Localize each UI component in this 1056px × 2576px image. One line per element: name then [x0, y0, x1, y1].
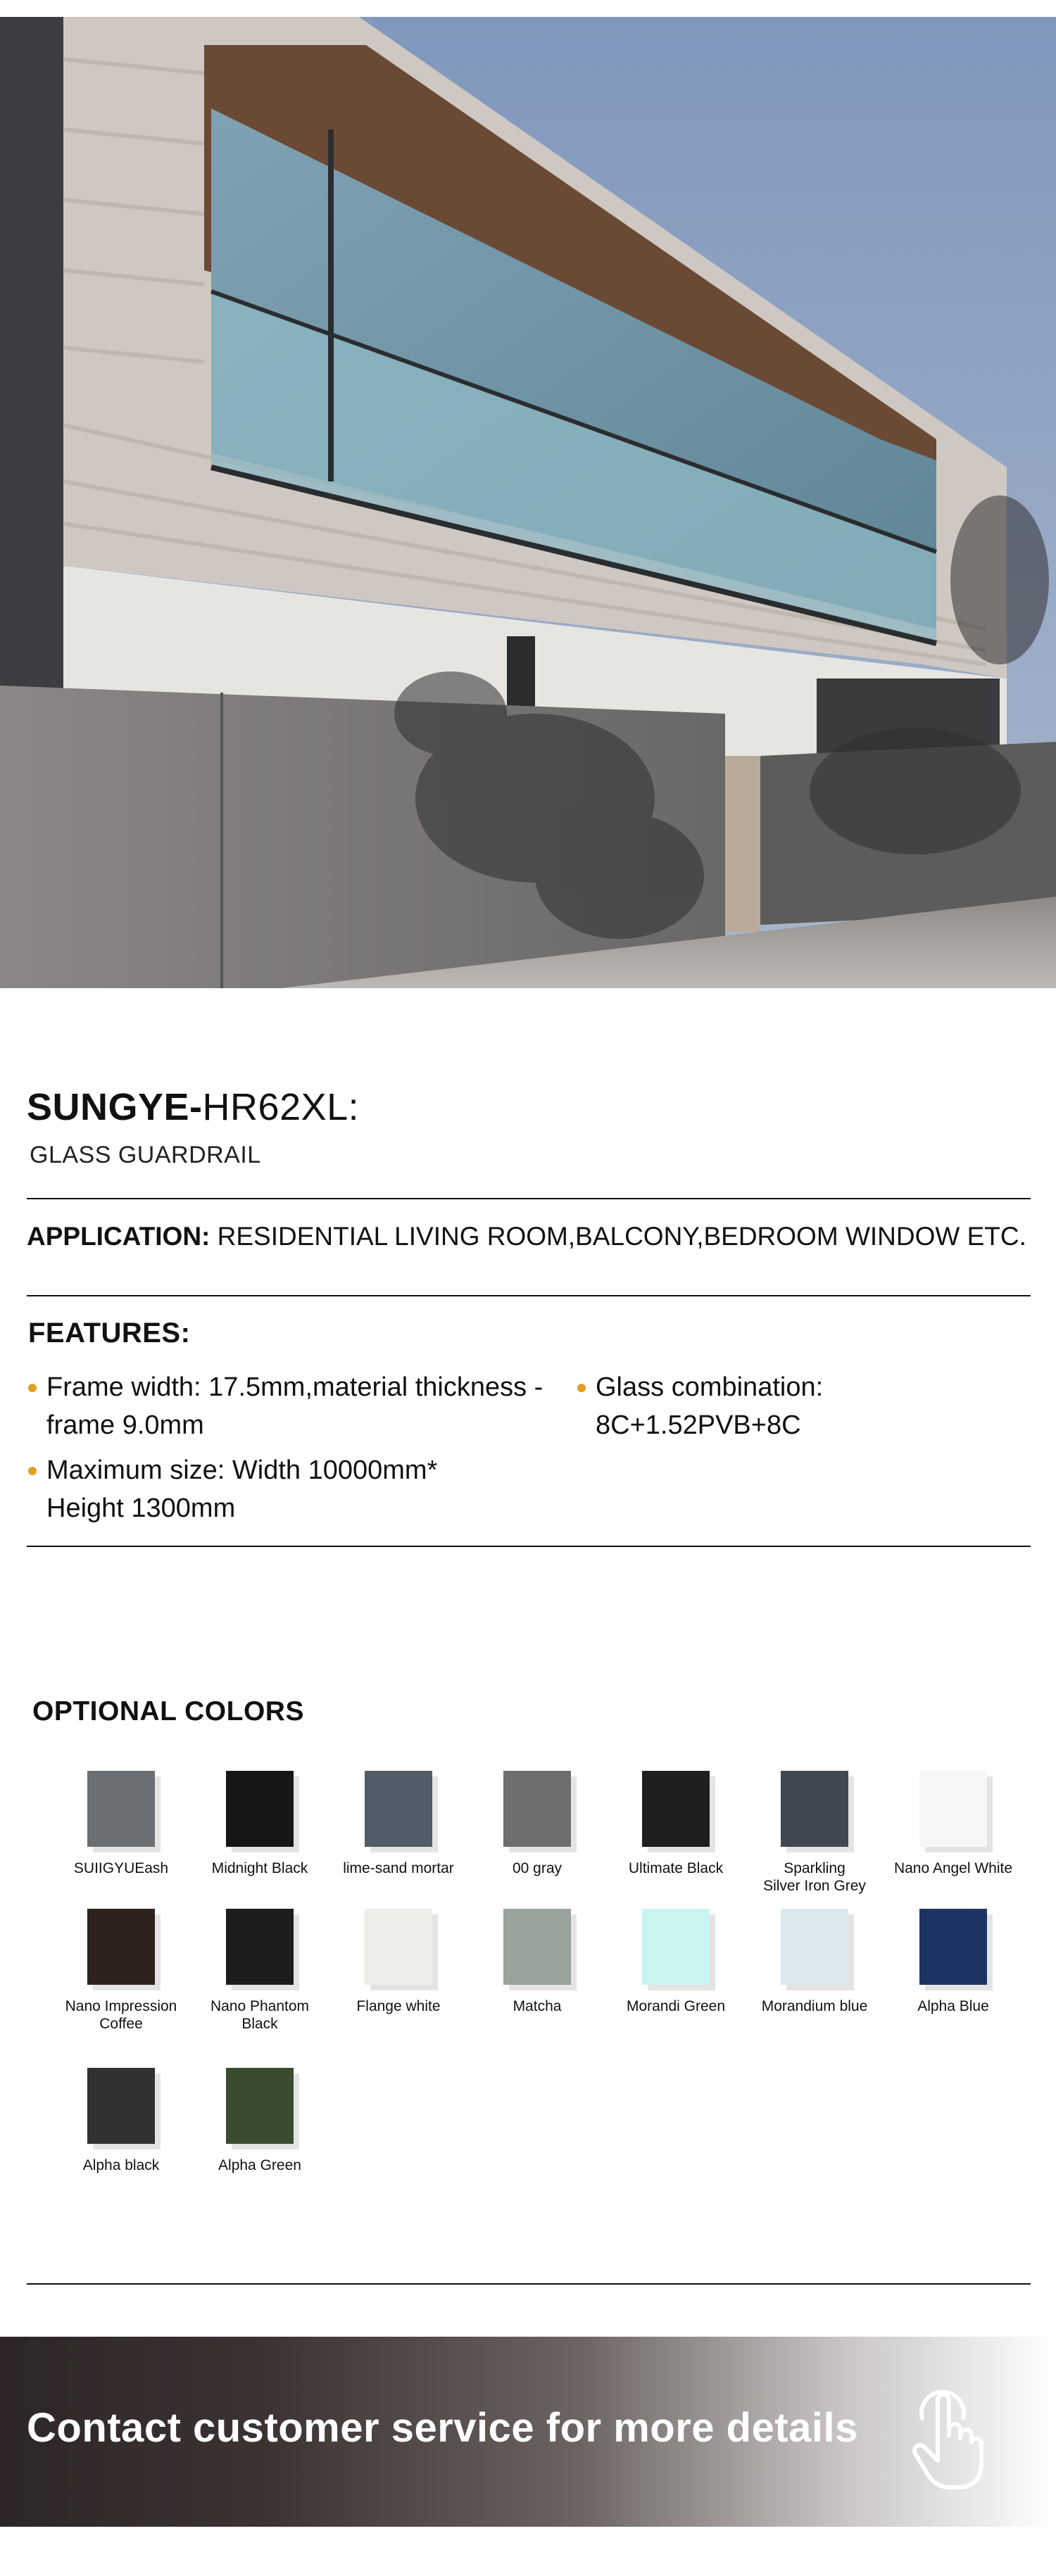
color-name	[328, 1997, 469, 2015]
color-swatch-item	[51, 1909, 191, 2033]
color-name	[51, 1997, 191, 2033]
feature-line: Frame width: 17.5mm,material thickness -	[46, 1372, 543, 1402]
hero-image	[0, 17, 1056, 988]
color-name-line: Nano Angel White	[893, 1860, 1013, 1876]
swatch-color-chip	[365, 1909, 432, 1985]
color-name-line: Ultimate Black	[628, 1860, 724, 1876]
swatch-color-chip	[781, 1771, 848, 1847]
feature-item	[596, 1368, 823, 1444]
swatch-color-chip	[919, 1771, 987, 1847]
color-name-line: Black	[241, 2016, 278, 2032]
color-name	[744, 1997, 885, 2015]
color-swatch	[781, 1771, 848, 1847]
color-name	[189, 1860, 330, 1877]
color-name-line: Alpha Blue	[917, 1998, 989, 2014]
features-heading: FEATURES:	[28, 1318, 191, 1349]
color-name-line: 00 gray	[512, 1860, 562, 1876]
color-name	[883, 1860, 1024, 1877]
tap-hand-icon	[901, 2386, 993, 2492]
color-swatch-item	[744, 1909, 885, 2015]
bullet-dot	[577, 1384, 586, 1392]
application-label: APPLICATION:	[27, 1222, 210, 1251]
application-text: RESIDENTIAL LIVING ROOM,BALCONY,BEDROOM WINDOW ETC.	[210, 1222, 1026, 1251]
color-swatch	[226, 1771, 294, 1847]
color-name-line: Morandium blue	[761, 1998, 868, 2014]
color-swatch-item	[605, 1909, 746, 2015]
swatch-color-chip	[87, 2068, 155, 2144]
swatch-color-chip	[642, 1909, 710, 1985]
swatch-color-chip	[87, 1909, 155, 1985]
product-header	[27, 1084, 1031, 1169]
swatch-color-chip	[503, 1909, 571, 1985]
color-name	[467, 1997, 608, 2015]
divider	[27, 1198, 1031, 1199]
color-swatch-item	[328, 1771, 469, 1877]
color-swatch-item	[328, 1909, 469, 2015]
color-name-line: Sparkling	[784, 1860, 846, 1876]
color-name-line: Matcha	[513, 1998, 562, 2014]
divider	[27, 1295, 1031, 1296]
swatch-color-chip	[642, 1771, 710, 1847]
color-swatch	[365, 1909, 432, 1985]
swatch-color-chip	[781, 1909, 848, 1985]
product-model: HR62XL:	[202, 1086, 360, 1128]
color-name	[328, 1860, 469, 1877]
color-swatch	[87, 2068, 155, 2144]
color-swatch	[503, 1771, 571, 1847]
color-swatch	[919, 1771, 987, 1847]
divider	[27, 2283, 1031, 2285]
color-name	[189, 2157, 330, 2174]
color-name-line: Morandi Green	[626, 1998, 726, 2014]
swatch-color-chip	[365, 1771, 432, 1847]
color-name-line: Silver Iron Grey	[763, 1878, 866, 1894]
color-name	[189, 1997, 330, 2033]
color-name	[883, 1997, 1024, 2015]
feature-line: Glass combination:	[596, 1372, 824, 1402]
swatch-color-chip	[226, 2068, 294, 2144]
contact-text: Contact customer service for more details	[27, 2405, 858, 2451]
swatch-color-chip	[226, 1909, 294, 1985]
color-name-line: Coffee	[99, 2016, 143, 2032]
color-swatch	[226, 2068, 294, 2144]
color-swatch-item	[51, 1771, 191, 1877]
feature-line: frame 9.0mm	[46, 1410, 204, 1440]
swatch-color-chip	[87, 1771, 155, 1847]
color-swatch	[781, 1909, 848, 1985]
color-name-line: Alpha black	[82, 2157, 160, 2173]
color-swatch-item	[883, 1771, 1024, 1877]
divider	[27, 1546, 1031, 1547]
color-name-line: Nano Impression	[65, 1998, 177, 2014]
color-swatch	[642, 1771, 710, 1847]
color-swatch-item	[189, 1909, 330, 2033]
swatch-color-chip	[226, 1771, 294, 1847]
feature-line: 8C+1.52PVB+8C	[596, 1410, 801, 1440]
bullet-dot	[28, 1467, 37, 1475]
color-swatch	[226, 1909, 294, 1985]
color-swatch	[642, 1909, 710, 1985]
feature-line: Height 1300mm	[46, 1494, 236, 1523]
color-name	[605, 1997, 746, 2015]
feature-item	[46, 1368, 543, 1444]
optional-colors-heading: OPTIONAL COLORS	[32, 1696, 304, 1726]
product-subtitle: GLASS GUARDRAIL	[30, 1142, 261, 1168]
color-swatch-item	[605, 1771, 746, 1877]
feature-line: Maximum size: Width 10000mm*	[46, 1456, 438, 1485]
color-swatch-item	[51, 2068, 191, 2174]
color-name	[51, 1860, 191, 1877]
color-swatch	[919, 1909, 987, 1985]
bullet-dot	[28, 1384, 37, 1392]
color-swatch-item	[467, 1771, 608, 1877]
color-swatch	[503, 1909, 571, 1985]
product-title	[27, 1084, 1031, 1130]
color-name	[605, 1860, 746, 1877]
color-swatch-item	[467, 1909, 608, 2015]
color-name-line: Flange white	[356, 1998, 441, 2014]
color-swatch	[87, 1909, 155, 1985]
color-name-line: Nano Phantom	[210, 1998, 310, 2014]
contact-banner-button[interactable]	[0, 2337, 1056, 2527]
color-swatch-item	[883, 1909, 1024, 2015]
color-swatch-item	[189, 2068, 330, 2174]
color-name-line: lime-sand mortar	[343, 1860, 454, 1876]
color-name	[744, 1860, 885, 1895]
application-line	[27, 1222, 1026, 1251]
building-photo	[0, 17, 1056, 988]
feature-item	[46, 1451, 437, 1527]
color-swatch-item	[189, 1771, 330, 1877]
color-name-line: Midnight Black	[211, 1860, 308, 1876]
color-swatch	[87, 1771, 155, 1847]
color-swatch-item	[744, 1771, 885, 1895]
swatch-color-chip	[919, 1909, 987, 1985]
color-name-line: SUIIGYUEash	[73, 1860, 169, 1876]
color-name	[467, 1860, 608, 1877]
color-swatch	[365, 1771, 432, 1847]
swatch-color-chip	[503, 1771, 571, 1847]
color-name	[51, 2157, 191, 2174]
color-name-line: Alpha Green	[218, 2157, 301, 2173]
product-brand: SUNGYE-	[27, 1086, 203, 1128]
